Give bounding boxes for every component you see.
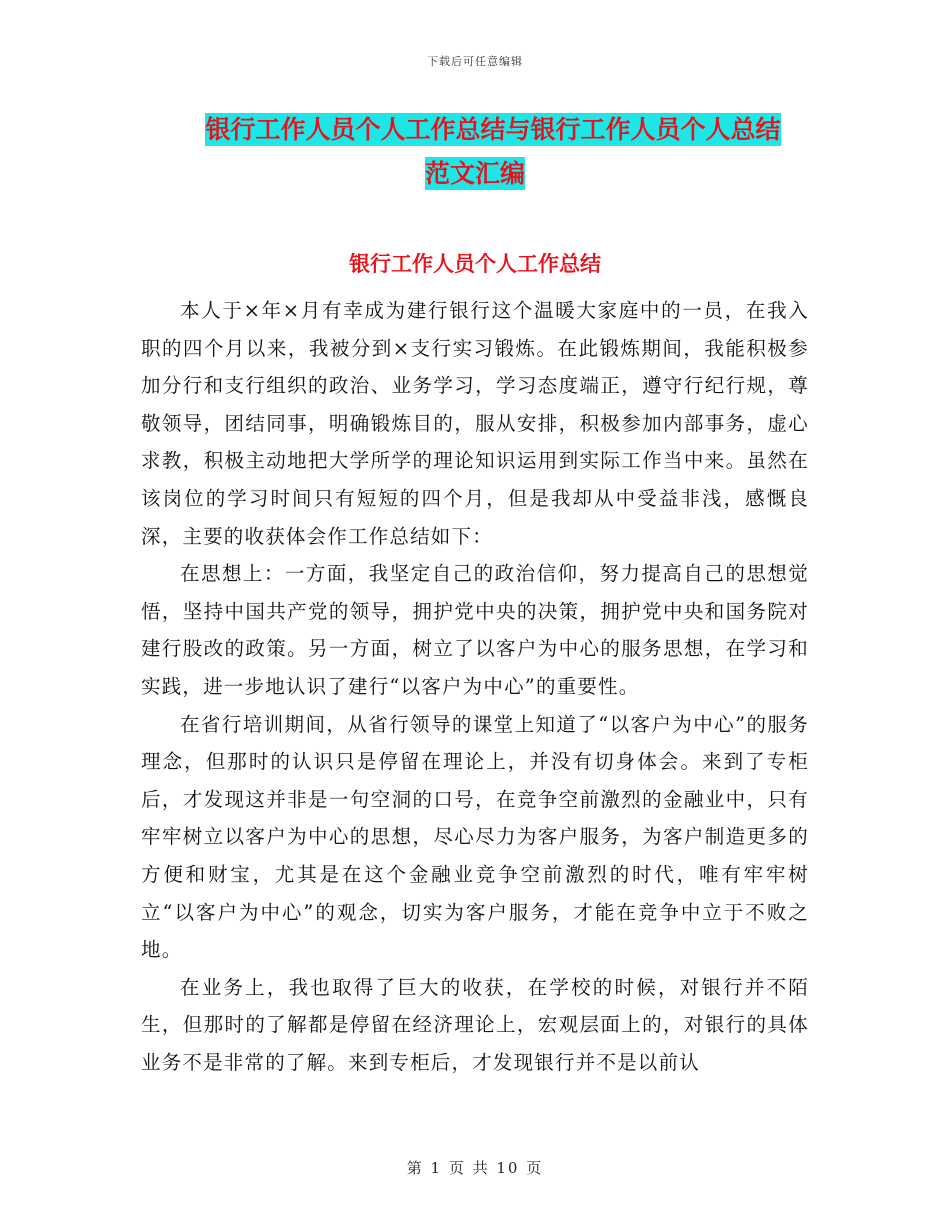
title-line-1 — [0, 108, 950, 152]
section-title: 银行工作人员个人工作总结 — [349, 252, 601, 276]
page-footer: 第 1 页 共 10 页 — [406, 1159, 544, 1177]
paragraph: 在业务上，我也取得了巨大的收获，在学校的时候，对银行并不陌生，但那时的了解都是停留在经济理论上，宏观层面上的，对银行的具体业务不是非常的了解。来到专柜后，才发现银行并不是以前认 — [141, 975, 809, 1074]
body-text — [141, 292, 809, 1081]
title-line-2 — [0, 152, 950, 196]
title-line-2-text: 范文汇编 — [424, 159, 525, 188]
paragraph: 在省行培训期间，从省行领导的课堂上知道了“以客户为中心”的服务理念，但那时的认识只是停留在理论上，并没有切身体会。来到了专柜后，才发现这并非是一句空洞的口号，在竞争空前激烈的金融业中，只有牢牢树立以客户为中心的思想，尽心尽力为客户服务，为客户制造更多的方便和财宝，尤其是在这个金融业竞争空前激烈的时代，唯有牢牢树立“以客户为中心”的观念，切实为客户服务，才能在竞争中立于不败之地。 — [141, 712, 809, 962]
title-line-1-text: 银行工作人员个人工作总结与银行工作人员个人总结 — [205, 115, 781, 144]
paragraph: 本人于×年×月有幸成为建行银行这个温暖大家庭中的一员，在我入职的四个月以来，我被分到×支行实习锻炼。在此锻炼期间，我能积极参加分行和支行组织的政治、业务学习，学习态度端正，遵守行纪行规，尊敬领导，团结同事，明确锻炼目的，服从安排，积极参加内部事务，虚心求教，积极主动地把大学所学的理论知识运用到实际工作当中来。虽然在该岗位的学习时间只有短短的四个月，但是我却从中受益非浅，感慨良深，主要的收获体会作工作总结如下： — [141, 299, 809, 548]
header-note: 下载后可任意编辑 — [427, 55, 523, 68]
paragraph: 在思想上：一方面，我坚定自己的政治信仰，努力提高自己的思想觉悟，坚持中国共产党的领导，拥护党中央的决策，拥护党中央和国务院对建行股改的政策。另一方面，树立了以客户为中心的服务思想，在学习和实践，进一步地认识了建行“以客户为中心”的重要性。 — [141, 562, 809, 698]
document-title — [0, 108, 950, 196]
